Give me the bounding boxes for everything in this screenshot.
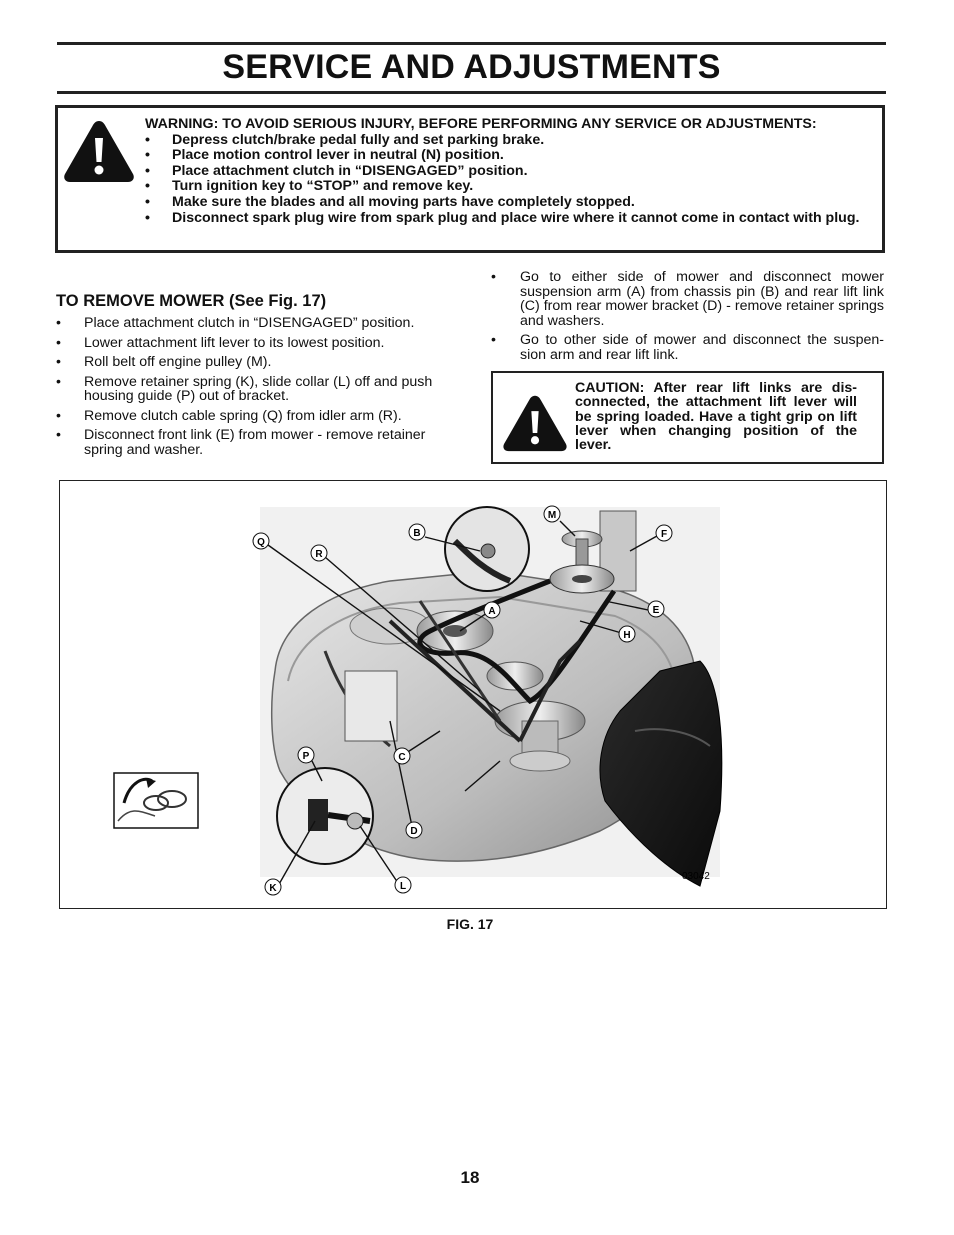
svg-text:Q: Q bbox=[257, 537, 265, 548]
page-title: SERVICE AND ADJUSTMENTS bbox=[222, 48, 721, 86]
callout-h bbox=[619, 626, 635, 642]
step-item: • Go to other side of mower and disconnect the suspen-sion arm and rear lift link. bbox=[491, 333, 884, 362]
svg-text:B: B bbox=[413, 528, 421, 539]
figure-part-number: 03042 bbox=[682, 871, 710, 882]
step-item: • Remove clutch cable spring (Q) from idler arm (R). bbox=[56, 409, 456, 424]
page-number: 18 bbox=[460, 1168, 480, 1187]
steps-right bbox=[491, 270, 884, 367]
figure-caption: FIG. 17 bbox=[446, 916, 494, 932]
svg-text:R: R bbox=[315, 549, 323, 560]
step-item: • Roll belt off engine pulley (M). bbox=[56, 355, 456, 370]
svg-text:C: C bbox=[398, 752, 406, 763]
caution-box bbox=[491, 371, 884, 464]
warning-text bbox=[145, 117, 880, 226]
section-heading: TO REMOVE MOWER (See Fig. 17) bbox=[56, 292, 327, 310]
figure-17 bbox=[59, 480, 887, 909]
mower-illustration bbox=[60, 481, 886, 908]
warning-item: • Depress clutch/brake pedal fully and set parking brake. bbox=[145, 133, 880, 149]
svg-text:A: A bbox=[488, 606, 496, 617]
step-item: • Lower attachment lift lever to its lowest position. bbox=[56, 336, 456, 351]
svg-text:M: M bbox=[547, 510, 557, 521]
svg-text:H: H bbox=[623, 630, 631, 641]
callout-a bbox=[484, 602, 500, 618]
warning-item: • Place attachment clutch in “DISENGAGED” position. bbox=[145, 164, 880, 180]
title-underline bbox=[57, 91, 886, 94]
warning-triangle-icon bbox=[62, 118, 136, 184]
warning-heading: WARNING: TO AVOID SERIOUS INJURY, BEFORE PERFORMING ANY SERVICE OR ADJUSTMENTS: bbox=[145, 116, 817, 132]
caution-triangle-icon bbox=[501, 393, 569, 453]
callout-m bbox=[544, 506, 560, 522]
caution-text: CAUTION: After rear lift links are dis-connected, the attachment lift lever will be spring loaded. Have a tight grip on lift lever when changing position of the lever. bbox=[575, 380, 857, 454]
callout-p bbox=[298, 747, 314, 763]
warning-item: • Turn ignition key to “STOP” and remove key. bbox=[145, 179, 880, 195]
svg-text:D: D bbox=[410, 826, 418, 837]
callout-k bbox=[265, 879, 281, 895]
callout-e bbox=[648, 601, 664, 617]
step-item: • Go to either side of mower and disconnect mower suspension arm (A) from chassis pin (B) and rear lift link (C) from rear mower bracket (D) - remove retainer springs and washers. bbox=[491, 270, 884, 328]
svg-text:K: K bbox=[269, 883, 277, 894]
warning-box bbox=[55, 105, 885, 253]
callout-d bbox=[406, 822, 422, 838]
clutch-bracket bbox=[345, 671, 397, 741]
step-item: • Remove retainer spring (K), slide collar (L) off and push housing guide (P) out of bracket. bbox=[56, 375, 456, 404]
warning-item: • Make sure the blades and all moving parts have completely stopped. bbox=[145, 195, 880, 211]
step-item: • Disconnect front link (E) from mower - remove retainer spring and washer. bbox=[56, 428, 456, 457]
callout-l bbox=[395, 877, 411, 893]
callout-b bbox=[409, 524, 425, 540]
svg-text:F: F bbox=[660, 529, 668, 540]
step-item: • Place attachment clutch in “DISENGAGED” position. bbox=[56, 316, 456, 331]
callout-c bbox=[394, 748, 410, 764]
svg-text:E: E bbox=[652, 605, 660, 616]
svg-text:L: L bbox=[399, 881, 407, 892]
warning-item: • Disconnect spark plug wire from spark plug and place wire where it cannot come in contact with plug. bbox=[145, 211, 880, 227]
warning-list bbox=[145, 133, 880, 227]
callout-q bbox=[253, 533, 269, 549]
callout-r bbox=[311, 545, 327, 561]
callout-f bbox=[656, 525, 672, 541]
top-rule bbox=[57, 42, 886, 45]
svg-text:P: P bbox=[302, 751, 310, 762]
warning-item: • Place motion control lever in neutral (N) position. bbox=[145, 148, 880, 164]
steps-left bbox=[56, 316, 456, 462]
